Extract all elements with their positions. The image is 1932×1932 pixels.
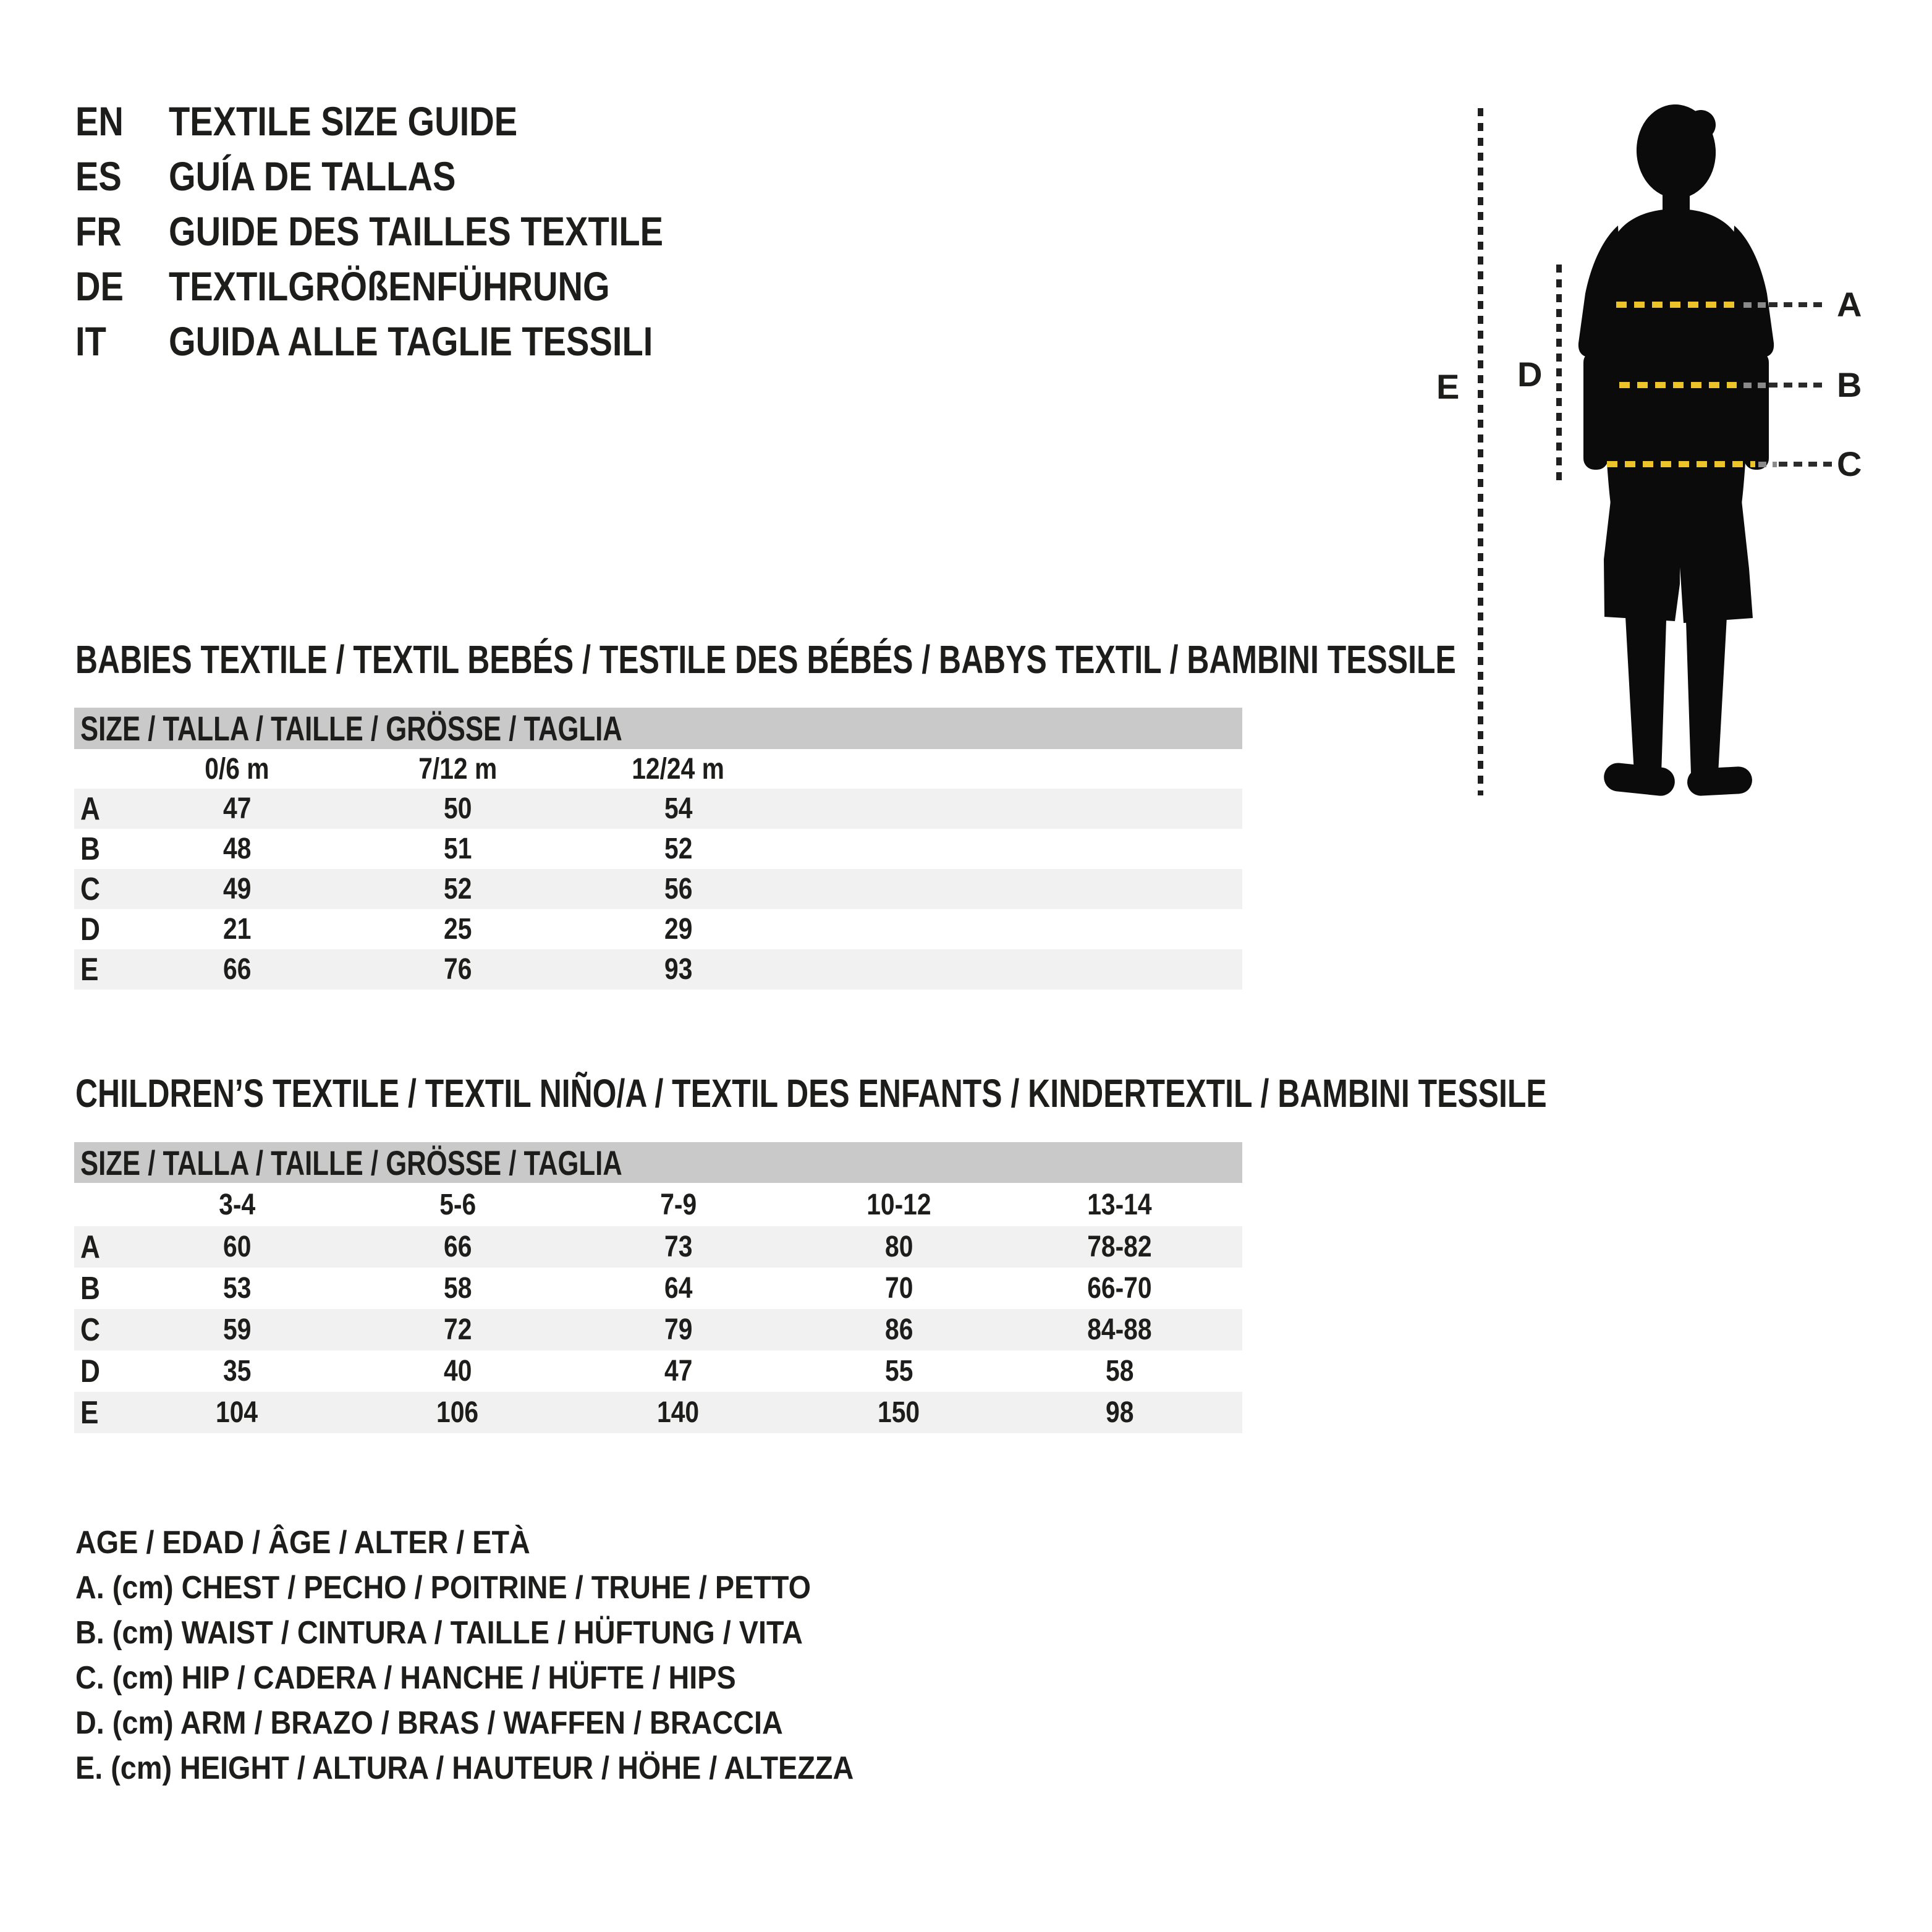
chest-measure-dashes-a: [1616, 302, 1740, 308]
cell-value: 76: [443, 953, 472, 986]
table-row: [74, 949, 1242, 989]
cell-value: 79: [664, 1313, 693, 1346]
size-header-label: SIZE / TALLA / TAILLE / GRÖSSE / TAGLIA: [80, 1143, 622, 1182]
cell-value: 52: [664, 833, 693, 865]
cell-value: 66: [222, 953, 252, 986]
children-size-table: [74, 1142, 1242, 1433]
column-header: 13-14: [1087, 1188, 1152, 1221]
row-label: D: [80, 1353, 100, 1389]
language-row: [75, 94, 750, 149]
measurement-figure: [1421, 99, 1932, 810]
hip-measure-fade-c: [1758, 462, 1777, 467]
row-label: A: [80, 1229, 100, 1265]
babies-table-header-bar: [74, 708, 1242, 749]
children-table-header-bar: [74, 1142, 1242, 1183]
cell-value: 70: [884, 1272, 913, 1305]
cell-value: 35: [222, 1355, 252, 1388]
language-title: TEXTILGRÖßENFÜHRUNG: [169, 263, 610, 309]
cell-value: 80: [884, 1231, 913, 1263]
column-header: 3-4: [219, 1188, 255, 1221]
cell-value: 86: [884, 1313, 913, 1346]
table-row: [74, 1226, 1242, 1268]
language-code: FR: [75, 208, 122, 254]
legend-line-arm: D. (cm) ARM / BRAZO / BRAS / WAFFEN / BRACCIA: [75, 1705, 783, 1741]
row-label: C: [80, 1311, 100, 1348]
chest-measure-leader-a: [1769, 302, 1822, 307]
language-row: [75, 259, 750, 314]
waist-measure-fade-b: [1743, 383, 1767, 388]
column-header: 5-6: [439, 1188, 476, 1221]
cell-value: 66-70: [1087, 1272, 1152, 1305]
language-title: GUIDE DES TAILLES TEXTILE: [169, 208, 664, 254]
cell-value: 47: [222, 792, 252, 825]
cell-value: 98: [1105, 1396, 1134, 1429]
language-row: [75, 149, 750, 204]
table-row: [74, 829, 1242, 869]
cell-value: 53: [222, 1272, 252, 1305]
language-code: IT: [75, 318, 106, 364]
legend-line-age: AGE / EDAD / ÂGE / ALTER / ETÀ: [75, 1525, 530, 1561]
language-title: TEXTILE SIZE GUIDE: [169, 98, 518, 144]
legend-line-waist: B. (cm) WAIST / CINTURA / TAILLE / HÜFTUNG / VITA: [75, 1615, 803, 1651]
cell-value: 51: [443, 833, 472, 865]
cell-value: 55: [884, 1355, 913, 1388]
chest-measure-fade-a: [1743, 302, 1767, 308]
cell-value: 58: [443, 1272, 472, 1305]
cell-value: 84-88: [1087, 1313, 1152, 1346]
language-row: [75, 204, 750, 259]
cell-value: 25: [443, 913, 472, 946]
cell-value: 64: [664, 1272, 693, 1305]
measurement-legend: [75, 1520, 940, 1791]
row-label: E: [80, 951, 99, 988]
size-header-label: SIZE / TALLA / TAILLE / GRÖSSE / TAGLIA: [80, 709, 622, 748]
cell-value: 93: [664, 953, 693, 986]
cell-value: 56: [664, 873, 693, 905]
hip-measure-dashes-c: [1607, 461, 1755, 467]
table-row: [74, 1309, 1242, 1350]
column-header: 10-12: [866, 1188, 931, 1221]
cell-value: 48: [222, 833, 252, 865]
legend-line-chest: A. (cm) CHEST / PECHO / POITRINE / TRUHE / PETTO: [75, 1570, 811, 1606]
cell-value: 49: [222, 873, 252, 905]
language-title: GUÍA DE TALLAS: [169, 153, 456, 199]
row-label: B: [80, 1270, 100, 1307]
cell-value: 106: [436, 1396, 479, 1429]
cell-value: 21: [222, 913, 252, 946]
figure-label-d: D: [1517, 355, 1543, 394]
children-column-header-row: [74, 1183, 1242, 1226]
row-label: D: [80, 911, 100, 947]
cell-value: 47: [664, 1355, 693, 1388]
row-label: C: [80, 871, 100, 907]
figure-label-b: B: [1837, 365, 1862, 404]
language-code: EN: [75, 98, 124, 144]
waist-measure-dashes-b: [1619, 382, 1737, 388]
babies-section-title: BABIES TEXTILE / TEXTIL BEBÉS / TESTILE DES BÉBÉS / BABYS TEXTIL / BAMBINI TESSILE: [75, 637, 1456, 682]
column-header: 7-9: [660, 1188, 697, 1221]
language-title-block: [75, 94, 750, 369]
language-code: ES: [75, 153, 122, 199]
cell-value: 58: [1105, 1355, 1134, 1388]
cell-value: 29: [664, 913, 693, 946]
cell-value: 72: [443, 1313, 472, 1346]
figure-label-c: C: [1837, 444, 1862, 483]
cell-value: 104: [216, 1396, 258, 1429]
cell-value: 60: [222, 1231, 252, 1263]
waist-measure-leader-b: [1769, 383, 1822, 388]
cell-value: 59: [222, 1313, 252, 1346]
column-header: 0/6 m: [205, 752, 269, 786]
table-row: [74, 789, 1242, 829]
cell-value: 54: [664, 792, 693, 825]
figure-label-e: E: [1436, 367, 1460, 406]
language-title: GUIDA ALLE TAGLIE TESSILI: [169, 318, 653, 364]
children-section-title: CHILDREN’S TEXTILE / TEXTIL NIÑO/A / TEXTIL DES ENFANTS / KINDERTEXTIL / BAMBINI TESSILE: [75, 1071, 1547, 1116]
language-row: [75, 314, 750, 369]
cell-value: 78-82: [1087, 1231, 1152, 1263]
table-row: [74, 909, 1242, 949]
column-header: 12/24 m: [632, 752, 725, 786]
table-row: [74, 1392, 1242, 1433]
figure-label-a: A: [1837, 285, 1862, 324]
legend-line-hip: C. (cm) HIP / CADERA / HANCHE / HÜFTE / HIPS: [75, 1660, 736, 1696]
cell-value: 52: [443, 873, 472, 905]
table-row: [74, 1268, 1242, 1309]
language-code: DE: [75, 263, 124, 309]
cell-value: 150: [878, 1396, 920, 1429]
hip-measure-leader-c: [1779, 462, 1832, 467]
cell-value: 50: [443, 792, 472, 825]
table-row: [74, 869, 1242, 909]
cell-value: 66: [443, 1231, 472, 1263]
babies-column-header-row: [74, 749, 1242, 789]
column-header: 7/12 m: [418, 752, 498, 786]
row-label: E: [80, 1394, 99, 1431]
cell-value: 140: [657, 1396, 700, 1429]
cell-value: 40: [443, 1355, 472, 1388]
babies-size-table: [74, 708, 1242, 989]
cell-value: 73: [664, 1231, 693, 1263]
row-label: A: [80, 790, 100, 827]
row-label: B: [80, 831, 100, 867]
table-row: [74, 1350, 1242, 1392]
legend-line-height: E. (cm) HEIGHT / ALTURA / HAUTEUR / HÖHE / ALTEZZA: [75, 1750, 854, 1786]
